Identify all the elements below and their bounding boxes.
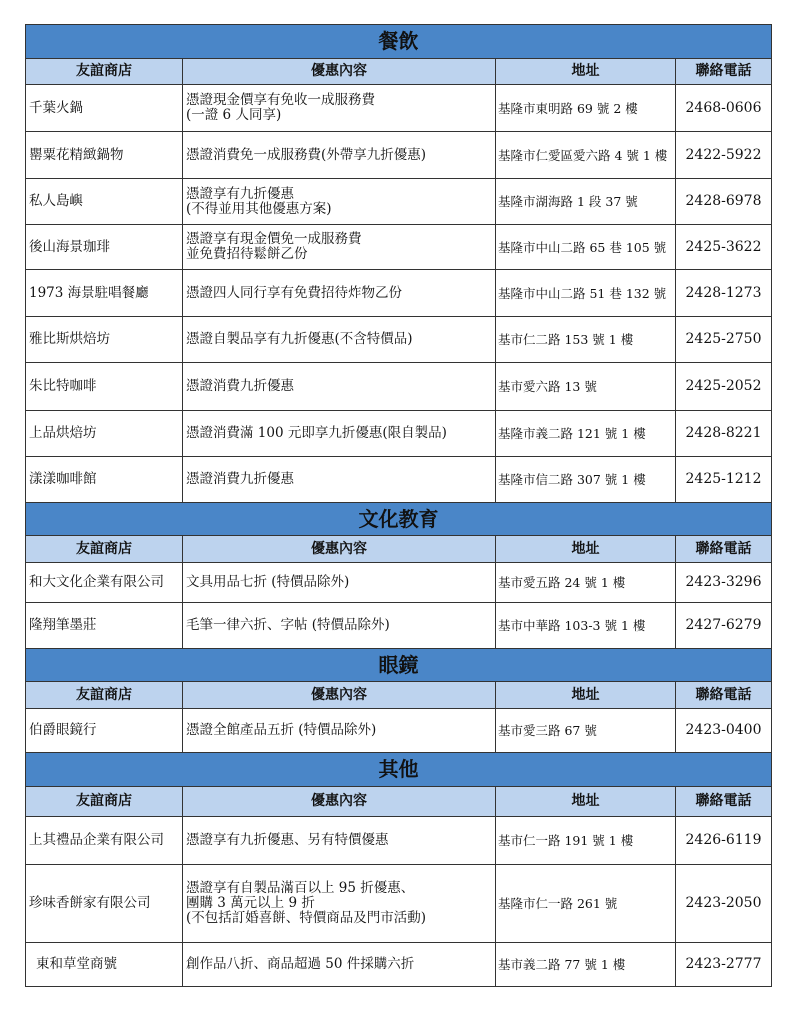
table-row bbox=[26, 817, 772, 865]
discount-store-sheet bbox=[25, 24, 771, 987]
cell-tel: 2423-3296 bbox=[676, 563, 772, 603]
cell-offer bbox=[183, 179, 496, 225]
cell-store: 漾漾咖啡館 bbox=[26, 457, 183, 503]
offer-line: 毛筆一律六折、字帖 (特價品除外) bbox=[186, 617, 390, 633]
table-row bbox=[26, 317, 772, 363]
cell-offer bbox=[183, 411, 496, 457]
offer-line: 憑證全館產品五折 (特價品除外) bbox=[186, 722, 377, 738]
cell-offer bbox=[183, 225, 496, 270]
offer-line: 憑證享有九折優惠 bbox=[186, 185, 294, 202]
cell-addr: 基市中華路 103-3 號 1 樓 bbox=[496, 603, 676, 649]
section-title: 其他 bbox=[26, 753, 772, 787]
offer-line: 憑證自製品享有九折優惠(不含特價品) bbox=[186, 331, 413, 347]
table-row bbox=[26, 363, 772, 411]
table-row bbox=[26, 603, 772, 649]
cell-offer bbox=[183, 132, 496, 179]
cell-store: 上品烘焙坊 bbox=[26, 411, 183, 457]
cell-offer bbox=[183, 317, 496, 363]
cell-tel: 2422-5922 bbox=[676, 132, 772, 179]
column-header-addr: 地址 bbox=[496, 787, 676, 817]
cell-store: 東和草堂商號 bbox=[26, 943, 183, 987]
cell-tel: 2425-3622 bbox=[676, 225, 772, 270]
cell-store: 雅比斯烘焙坊 bbox=[26, 317, 183, 363]
column-header-offer: 優惠內容 bbox=[183, 682, 496, 709]
offer-line: 團購 3 萬元以上 9 折 bbox=[186, 895, 315, 911]
column-header-row bbox=[26, 787, 772, 817]
cell-store: 隆翔筆墨莊 bbox=[26, 603, 183, 649]
cell-offer bbox=[183, 603, 496, 649]
cell-offer bbox=[183, 817, 496, 865]
column-header-store: 友誼商店 bbox=[26, 536, 183, 563]
cell-addr: 基隆市義二路 121 號 1 樓 bbox=[496, 411, 676, 457]
cell-addr: 基隆市信二路 307 號 1 樓 bbox=[496, 457, 676, 503]
offer-line: 憑證四人同行享有免費招待炸物乙份 bbox=[186, 284, 402, 301]
cell-tel: 2425-2052 bbox=[676, 363, 772, 411]
cell-addr: 基市仁二路 153 號 1 樓 bbox=[496, 317, 676, 363]
cell-tel: 2425-1212 bbox=[676, 457, 772, 503]
cell-addr: 基隆市東明路 69 號 2 樓 bbox=[496, 85, 676, 132]
table-row bbox=[26, 457, 772, 503]
cell-tel: 2423-0400 bbox=[676, 709, 772, 753]
offer-line: 憑證消費九折優惠 bbox=[186, 471, 294, 487]
section-header-row bbox=[26, 649, 772, 682]
cell-offer bbox=[183, 363, 496, 411]
offer-line: 憑證享有九折優惠、另有特價優惠 bbox=[186, 832, 389, 848]
offer-line: 並免費招待鬆餅乙份 bbox=[186, 246, 308, 262]
table-row bbox=[26, 865, 772, 943]
cell-offer bbox=[183, 270, 496, 317]
cell-addr: 基隆市中山二路 65 巷 105 號 bbox=[496, 225, 676, 270]
table-row bbox=[26, 85, 772, 132]
column-header-tel: 聯絡電話 bbox=[676, 682, 772, 709]
cell-store: 朱比特咖啡 bbox=[26, 363, 183, 411]
cell-addr: 基隆市仁一路 261 號 bbox=[496, 865, 676, 943]
offer-line: 憑證享有現金價免一成服務費 bbox=[186, 231, 362, 247]
column-header-tel: 聯絡電話 bbox=[676, 536, 772, 563]
offer-line: 創作品八折、商品超過 50 件採購六折 bbox=[186, 956, 415, 972]
cell-store: 伯爵眼鏡行 bbox=[26, 709, 183, 753]
table-row bbox=[26, 563, 772, 603]
cell-store: 私人島嶼 bbox=[26, 179, 183, 225]
offer-line: (不包括訂婚喜餅、特價商品及門市活動) bbox=[186, 910, 427, 926]
section-header-row bbox=[26, 503, 772, 536]
cell-tel: 2427-6279 bbox=[676, 603, 772, 649]
cell-tel: 2426-6119 bbox=[676, 817, 772, 865]
column-header-addr: 地址 bbox=[496, 536, 676, 563]
column-header-offer: 優惠內容 bbox=[183, 787, 496, 817]
cell-store: 1973 海景駐唱餐廳 bbox=[26, 270, 183, 317]
cell-store: 和大文化企業有限公司 bbox=[26, 563, 183, 603]
cell-tel: 2428-1273 bbox=[676, 270, 772, 317]
column-header-addr: 地址 bbox=[496, 59, 676, 85]
cell-store: 上其禮品企業有限公司 bbox=[26, 817, 183, 865]
offer-line: 憑證現金價享有免收一成服務費 bbox=[186, 92, 375, 108]
column-header-offer: 優惠內容 bbox=[183, 536, 496, 563]
section-header-row bbox=[26, 25, 772, 59]
cell-addr: 基市愛六路 13 號 bbox=[496, 363, 676, 411]
column-header-row bbox=[26, 682, 772, 709]
offer-line: (一證 6 人同享) bbox=[186, 107, 282, 123]
cell-tel: 2425-2750 bbox=[676, 317, 772, 363]
offer-line: 憑證消費九折優惠 bbox=[186, 378, 294, 394]
table-row bbox=[26, 132, 772, 179]
section-header-row bbox=[26, 753, 772, 787]
column-header-row bbox=[26, 536, 772, 563]
offer-line: 憑證消費滿 100 元即享九折優惠(限自製品) bbox=[186, 425, 447, 441]
table-row bbox=[26, 225, 772, 270]
table-row bbox=[26, 943, 772, 987]
cell-store: 後山海景珈琲 bbox=[26, 225, 183, 270]
cell-tel: 2423-2050 bbox=[676, 865, 772, 943]
table-body bbox=[26, 25, 772, 987]
cell-offer bbox=[183, 85, 496, 132]
offer-line: 文具用品七折 (特價品除外) bbox=[186, 574, 350, 590]
cell-addr: 基市義二路 77 號 1 樓 bbox=[496, 943, 676, 987]
cell-offer bbox=[183, 709, 496, 753]
cell-addr: 基市愛三路 67 號 bbox=[496, 709, 676, 753]
column-header-store: 友誼商店 bbox=[26, 787, 183, 817]
cell-addr: 基市愛五路 24 號 1 樓 bbox=[496, 563, 676, 603]
cell-store: 罌粟花精緻鍋物 bbox=[26, 132, 183, 179]
offer-line: 憑證消費免一成服務費(外帶享九折優惠) bbox=[186, 146, 427, 163]
offer-line: 憑證享有自製品滿百以上 95 折優惠、 bbox=[186, 880, 415, 896]
column-header-store: 友誼商店 bbox=[26, 59, 183, 85]
column-header-offer: 優惠內容 bbox=[183, 59, 496, 85]
cell-offer bbox=[183, 943, 496, 987]
column-header-tel: 聯絡電話 bbox=[676, 787, 772, 817]
cell-addr: 基隆市湖海路 1 段 37 號 bbox=[496, 179, 676, 225]
column-header-row bbox=[26, 59, 772, 85]
section-title: 眼鏡 bbox=[26, 649, 772, 682]
cell-tel: 2468-0606 bbox=[676, 85, 772, 132]
cell-tel: 2428-8221 bbox=[676, 411, 772, 457]
cell-addr: 基市仁一路 191 號 1 樓 bbox=[496, 817, 676, 865]
cell-offer bbox=[183, 457, 496, 503]
section-title: 文化教育 bbox=[26, 503, 772, 536]
table-row bbox=[26, 270, 772, 317]
cell-offer bbox=[183, 563, 496, 603]
column-header-store: 友誼商店 bbox=[26, 682, 183, 709]
section-title: 餐飲 bbox=[26, 25, 772, 59]
cell-offer bbox=[183, 865, 496, 943]
table-row bbox=[26, 411, 772, 457]
cell-addr: 基隆市中山二路 51 巷 132 號 bbox=[496, 270, 676, 317]
table-row bbox=[26, 709, 772, 753]
cell-store: 珍味香餅家有限公司 bbox=[26, 865, 183, 943]
table-row bbox=[26, 179, 772, 225]
column-header-tel: 聯絡電話 bbox=[676, 59, 772, 85]
cell-tel: 2423-2777 bbox=[676, 943, 772, 987]
discount-store-table bbox=[25, 24, 772, 987]
column-header-addr: 地址 bbox=[496, 682, 676, 709]
cell-store: 千葉火鍋 bbox=[26, 85, 183, 132]
cell-addr: 基隆市仁愛區愛六路 4 號 1 樓 bbox=[496, 132, 676, 179]
offer-line: (不得並用其他優惠方案) bbox=[186, 200, 332, 217]
cell-tel: 2428-6978 bbox=[676, 179, 772, 225]
